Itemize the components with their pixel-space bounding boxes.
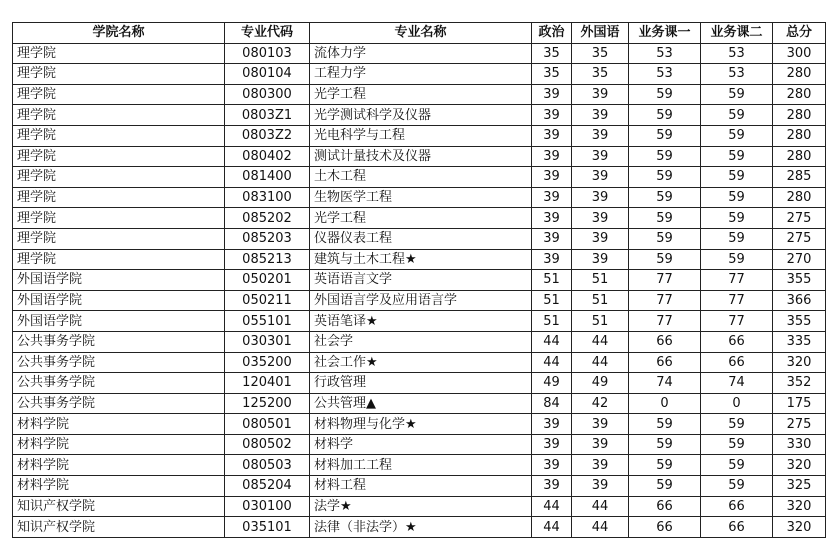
foreign-language-cell: 44 [572, 331, 629, 352]
major-name-cell: 工程力学 [310, 64, 532, 85]
foreign-language-cell: 39 [572, 414, 629, 435]
subject-two-cell: 77 [701, 270, 773, 291]
major-code-cell: 035200 [225, 352, 310, 373]
politics-cell: 39 [532, 228, 572, 249]
subject-one-cell: 59 [629, 187, 701, 208]
subject-two-cell: 59 [701, 476, 773, 497]
college-cell: 理学院 [13, 64, 225, 85]
college-cell: 公共事务学院 [13, 373, 225, 394]
subject-one-cell: 59 [629, 125, 701, 146]
college-cell: 知识产权学院 [13, 517, 225, 538]
total-cell: 335 [773, 331, 826, 352]
college-cell: 材料学院 [13, 476, 225, 497]
subject-two-cell: 59 [701, 228, 773, 249]
subject-two-cell: 77 [701, 290, 773, 311]
table-row [13, 496, 826, 517]
table-row [13, 249, 826, 270]
total-cell: 280 [773, 125, 826, 146]
foreign-language-cell: 42 [572, 393, 629, 414]
score-table [12, 22, 826, 538]
subject-one-cell: 59 [629, 249, 701, 270]
foreign-language-cell: 39 [572, 455, 629, 476]
politics-cell: 39 [532, 105, 572, 126]
table-row [13, 270, 826, 291]
subject-two-cell: 59 [701, 146, 773, 167]
subject-one-cell: 66 [629, 331, 701, 352]
college-cell: 知识产权学院 [13, 496, 225, 517]
major-code-cell: 125200 [225, 393, 310, 414]
total-cell: 355 [773, 270, 826, 291]
subject-one-cell: 53 [629, 43, 701, 64]
total-cell: 320 [773, 517, 826, 538]
table-row [13, 290, 826, 311]
table-body [13, 43, 826, 537]
header-total: 总分 [773, 23, 826, 44]
header-row [13, 23, 826, 44]
header-politics: 政治 [532, 23, 572, 44]
foreign-language-cell: 44 [572, 496, 629, 517]
subject-one-cell: 74 [629, 373, 701, 394]
foreign-language-cell: 39 [572, 125, 629, 146]
total-cell: 320 [773, 455, 826, 476]
major-code-cell: 085203 [225, 228, 310, 249]
college-cell: 理学院 [13, 146, 225, 167]
college-cell: 理学院 [13, 167, 225, 188]
foreign-language-cell: 51 [572, 311, 629, 332]
major-code-cell: 081400 [225, 167, 310, 188]
total-cell: 366 [773, 290, 826, 311]
total-cell: 285 [773, 167, 826, 188]
college-cell: 理学院 [13, 43, 225, 64]
major-name-cell: 社会工作★ [310, 352, 532, 373]
subject-one-cell: 59 [629, 476, 701, 497]
subject-one-cell: 59 [629, 414, 701, 435]
table-row [13, 352, 826, 373]
college-cell: 理学院 [13, 84, 225, 105]
total-cell: 355 [773, 311, 826, 332]
major-name-cell: 外国语言学及应用语言学 [310, 290, 532, 311]
table-row [13, 414, 826, 435]
total-cell: 320 [773, 496, 826, 517]
subject-two-cell: 66 [701, 331, 773, 352]
college-cell: 材料学院 [13, 455, 225, 476]
total-cell: 280 [773, 187, 826, 208]
major-name-cell: 光电科学与工程 [310, 125, 532, 146]
subject-two-cell: 59 [701, 167, 773, 188]
major-name-cell: 材料物理与化学★ [310, 414, 532, 435]
total-cell: 280 [773, 105, 826, 126]
major-name-cell: 材料工程 [310, 476, 532, 497]
major-name-cell: 法律（非法学）★ [310, 517, 532, 538]
foreign-language-cell: 51 [572, 270, 629, 291]
foreign-language-cell: 44 [572, 352, 629, 373]
foreign-language-cell: 39 [572, 187, 629, 208]
politics-cell: 39 [532, 434, 572, 455]
subject-two-cell: 66 [701, 517, 773, 538]
politics-cell: 39 [532, 146, 572, 167]
table-row [13, 434, 826, 455]
subject-one-cell: 66 [629, 352, 701, 373]
total-cell: 352 [773, 373, 826, 394]
total-cell: 275 [773, 228, 826, 249]
major-code-cell: 120401 [225, 373, 310, 394]
foreign-language-cell: 39 [572, 434, 629, 455]
table-row [13, 187, 826, 208]
subject-one-cell: 0 [629, 393, 701, 414]
total-cell: 175 [773, 393, 826, 414]
subject-one-cell: 59 [629, 455, 701, 476]
major-name-cell: 建筑与土木工程★ [310, 249, 532, 270]
college-cell: 理学院 [13, 228, 225, 249]
major-name-cell: 材料学 [310, 434, 532, 455]
college-cell: 外国语学院 [13, 270, 225, 291]
politics-cell: 51 [532, 270, 572, 291]
table-row [13, 517, 826, 538]
major-name-cell: 流体力学 [310, 43, 532, 64]
politics-cell: 39 [532, 167, 572, 188]
subject-one-cell: 77 [629, 311, 701, 332]
politics-cell: 44 [532, 496, 572, 517]
subject-two-cell: 0 [701, 393, 773, 414]
foreign-language-cell: 39 [572, 167, 629, 188]
subject-two-cell: 53 [701, 64, 773, 85]
politics-cell: 49 [532, 373, 572, 394]
major-name-cell: 社会学 [310, 331, 532, 352]
major-name-cell: 英语笔译★ [310, 311, 532, 332]
subject-two-cell: 59 [701, 125, 773, 146]
table-row [13, 455, 826, 476]
subject-two-cell: 59 [701, 187, 773, 208]
politics-cell: 35 [532, 43, 572, 64]
major-code-cell: 035101 [225, 517, 310, 538]
foreign-language-cell: 39 [572, 476, 629, 497]
total-cell: 270 [773, 249, 826, 270]
table-row [13, 105, 826, 126]
subject-one-cell: 59 [629, 105, 701, 126]
college-cell: 材料学院 [13, 434, 225, 455]
total-cell: 330 [773, 434, 826, 455]
total-cell: 280 [773, 146, 826, 167]
major-code-cell: 080300 [225, 84, 310, 105]
subject-two-cell: 59 [701, 249, 773, 270]
table-row [13, 64, 826, 85]
college-cell: 理学院 [13, 187, 225, 208]
subject-one-cell: 59 [629, 208, 701, 229]
politics-cell: 84 [532, 393, 572, 414]
major-code-cell: 050201 [225, 270, 310, 291]
subject-one-cell: 59 [629, 434, 701, 455]
table-row [13, 393, 826, 414]
college-cell: 公共事务学院 [13, 331, 225, 352]
major-name-cell: 光学测试科学及仪器 [310, 105, 532, 126]
table-row [13, 228, 826, 249]
subject-two-cell: 59 [701, 84, 773, 105]
header-subject-two: 业务课二 [701, 23, 773, 44]
major-code-cell: 080501 [225, 414, 310, 435]
major-code-cell: 080103 [225, 43, 310, 64]
foreign-language-cell: 51 [572, 290, 629, 311]
major-code-cell: 055101 [225, 311, 310, 332]
subject-two-cell: 59 [701, 105, 773, 126]
major-name-cell: 仪器仪表工程 [310, 228, 532, 249]
college-cell: 理学院 [13, 105, 225, 126]
foreign-language-cell: 39 [572, 208, 629, 229]
major-name-cell: 法学★ [310, 496, 532, 517]
subject-one-cell: 77 [629, 270, 701, 291]
politics-cell: 51 [532, 311, 572, 332]
total-cell: 280 [773, 84, 826, 105]
foreign-language-cell: 39 [572, 146, 629, 167]
subject-two-cell: 66 [701, 496, 773, 517]
major-code-cell: 085204 [225, 476, 310, 497]
header-college: 学院名称 [13, 23, 225, 44]
college-cell: 理学院 [13, 249, 225, 270]
politics-cell: 44 [532, 517, 572, 538]
politics-cell: 39 [532, 84, 572, 105]
major-name-cell: 光学工程 [310, 84, 532, 105]
table-row [13, 208, 826, 229]
major-code-cell: 080503 [225, 455, 310, 476]
subject-one-cell: 59 [629, 228, 701, 249]
table-row [13, 125, 826, 146]
college-cell: 外国语学院 [13, 290, 225, 311]
politics-cell: 44 [532, 352, 572, 373]
foreign-language-cell: 35 [572, 43, 629, 64]
subject-two-cell: 59 [701, 208, 773, 229]
major-name-cell: 行政管理 [310, 373, 532, 394]
college-cell: 材料学院 [13, 414, 225, 435]
major-name-cell: 材料加工工程 [310, 455, 532, 476]
header-major-name: 专业名称 [310, 23, 532, 44]
major-code-cell: 083100 [225, 187, 310, 208]
subject-two-cell: 59 [701, 414, 773, 435]
major-name-cell: 生物医学工程 [310, 187, 532, 208]
total-cell: 275 [773, 414, 826, 435]
subject-one-cell: 66 [629, 517, 701, 538]
politics-cell: 39 [532, 187, 572, 208]
college-cell: 外国语学院 [13, 311, 225, 332]
politics-cell: 39 [532, 125, 572, 146]
table-row [13, 311, 826, 332]
major-code-cell: 080104 [225, 64, 310, 85]
college-cell: 理学院 [13, 125, 225, 146]
politics-cell: 39 [532, 476, 572, 497]
major-code-cell: 050211 [225, 290, 310, 311]
major-code-cell: 080502 [225, 434, 310, 455]
politics-cell: 39 [532, 249, 572, 270]
college-cell: 理学院 [13, 208, 225, 229]
politics-cell: 39 [532, 455, 572, 476]
subject-two-cell: 53 [701, 43, 773, 64]
total-cell: 325 [773, 476, 826, 497]
table-row [13, 43, 826, 64]
foreign-language-cell: 39 [572, 84, 629, 105]
foreign-language-cell: 39 [572, 105, 629, 126]
major-code-cell: 0803Z2 [225, 125, 310, 146]
foreign-language-cell: 44 [572, 517, 629, 538]
college-cell: 公共事务学院 [13, 352, 225, 373]
table-row [13, 146, 826, 167]
major-code-cell: 030100 [225, 496, 310, 517]
subject-one-cell: 66 [629, 496, 701, 517]
politics-cell: 39 [532, 414, 572, 435]
header-subject-one: 业务课一 [629, 23, 701, 44]
table-row [13, 331, 826, 352]
header-major-code: 专业代码 [225, 23, 310, 44]
major-code-cell: 085213 [225, 249, 310, 270]
foreign-language-cell: 39 [572, 228, 629, 249]
foreign-language-cell: 39 [572, 249, 629, 270]
total-cell: 275 [773, 208, 826, 229]
major-name-cell: 土木工程 [310, 167, 532, 188]
foreign-language-cell: 49 [572, 373, 629, 394]
major-name-cell: 测试计量技术及仪器 [310, 146, 532, 167]
major-code-cell: 080402 [225, 146, 310, 167]
total-cell: 300 [773, 43, 826, 64]
subject-two-cell: 59 [701, 455, 773, 476]
major-code-cell: 085202 [225, 208, 310, 229]
college-cell: 公共事务学院 [13, 393, 225, 414]
subject-one-cell: 77 [629, 290, 701, 311]
major-code-cell: 0803Z1 [225, 105, 310, 126]
table-row [13, 167, 826, 188]
subject-two-cell: 66 [701, 352, 773, 373]
total-cell: 320 [773, 352, 826, 373]
politics-cell: 39 [532, 208, 572, 229]
header-foreign-language: 外国语 [572, 23, 629, 44]
subject-one-cell: 59 [629, 167, 701, 188]
table-row [13, 84, 826, 105]
major-name-cell: 公共管理▲ [310, 393, 532, 414]
politics-cell: 51 [532, 290, 572, 311]
subject-one-cell: 53 [629, 64, 701, 85]
score-table-container [12, 22, 826, 538]
subject-two-cell: 59 [701, 434, 773, 455]
table-row [13, 476, 826, 497]
subject-one-cell: 59 [629, 146, 701, 167]
subject-two-cell: 77 [701, 311, 773, 332]
total-cell: 280 [773, 64, 826, 85]
table-row [13, 373, 826, 394]
major-name-cell: 英语语言文学 [310, 270, 532, 291]
politics-cell: 35 [532, 64, 572, 85]
subject-two-cell: 74 [701, 373, 773, 394]
politics-cell: 44 [532, 331, 572, 352]
major-name-cell: 光学工程 [310, 208, 532, 229]
subject-one-cell: 59 [629, 84, 701, 105]
major-code-cell: 030301 [225, 331, 310, 352]
foreign-language-cell: 35 [572, 64, 629, 85]
